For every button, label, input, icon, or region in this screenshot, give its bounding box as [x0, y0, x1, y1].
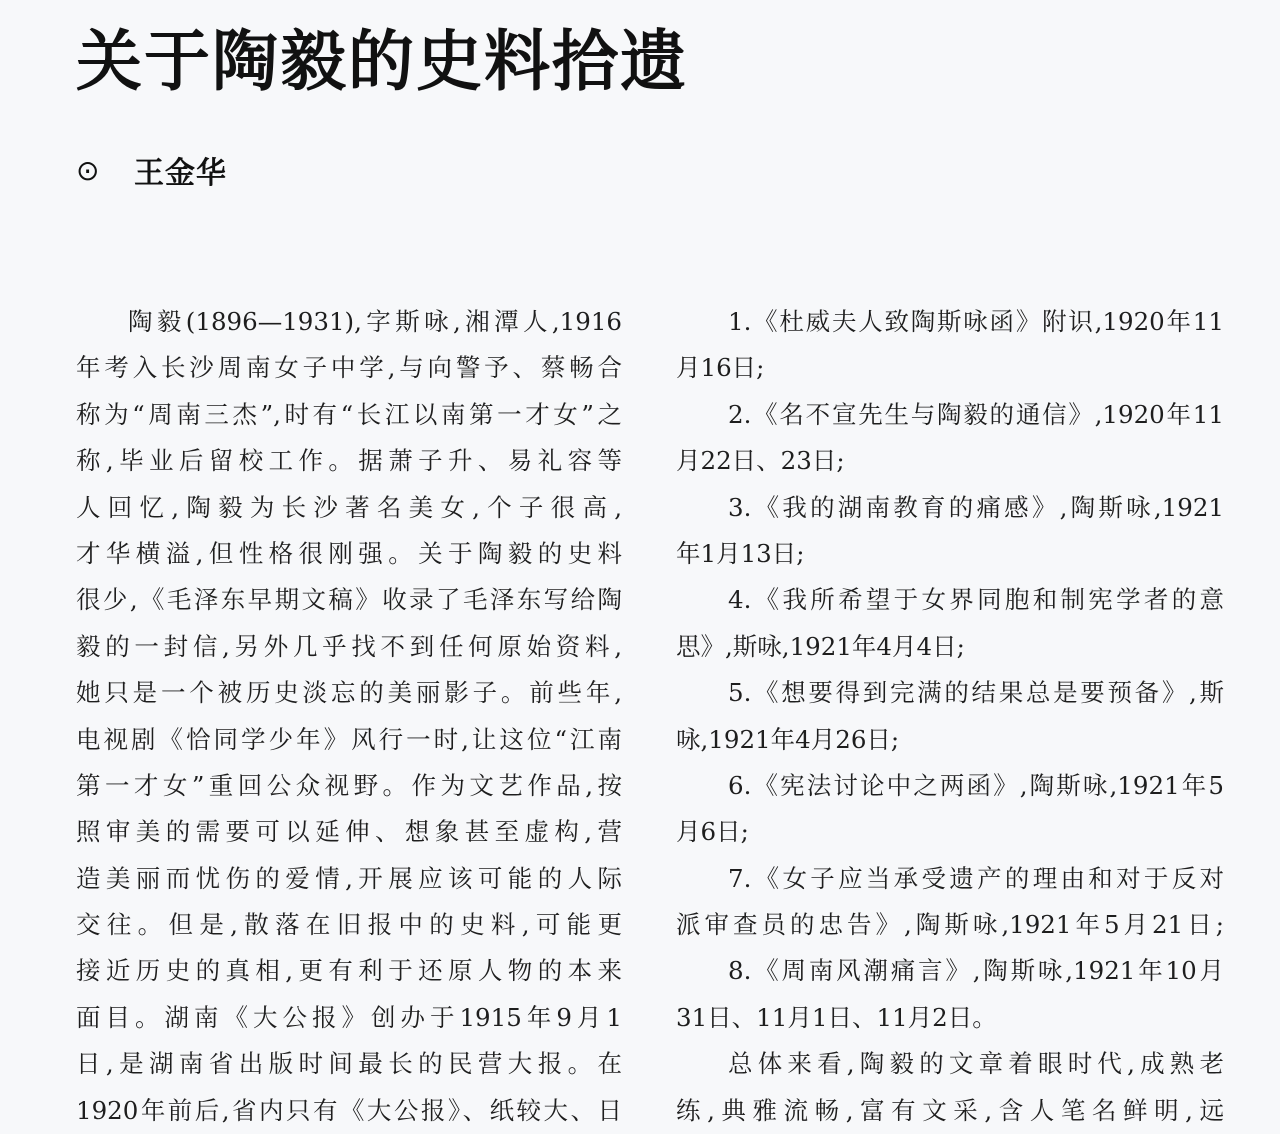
text-line: 照审美的需要可以延伸、想象甚至虚构,营 — [76, 817, 622, 847]
text-line: 接近历史的真相,更有利于还原人物的本来 — [76, 956, 622, 986]
list-item-line: 月6日; — [676, 817, 749, 847]
list-item-line: 5.《想要得到完满的结果总是要预备》,斯 — [728, 678, 1224, 708]
text-line: 年考入长沙周南女子中学,与向警予、蔡畅合 — [76, 353, 622, 383]
text-line: 称,毕业后留校工作。据萧子升、易礼容等 — [76, 446, 622, 476]
list-item-line: 月16日; — [676, 353, 765, 383]
text-line: 才华横溢,但性格很刚强。关于陶毅的史料 — [76, 538, 622, 568]
text-line: 交往。但是,散落在旧报中的史料,可能更 — [76, 910, 622, 940]
list-item-line: 咏,1921年4月26日; — [676, 724, 900, 754]
text-line: 第一才女”重回公众视野。作为文艺作品,按 — [76, 770, 622, 800]
text-line: 造美丽而忧伤的爱情,开展应该可能的人际 — [76, 863, 622, 893]
list-item-line: 思》,斯咏,1921年4月4日; — [676, 631, 965, 661]
list-item-line: 派审查员的忠告》,陶斯咏,1921年5月21日; — [676, 910, 1224, 940]
right-text-column — [676, 299, 1224, 1134]
list-item-line: 7.《女子应当承受遗产的理由和对于反对 — [728, 863, 1224, 893]
list-item-line: 31日、11月1日、11月2日。 — [676, 1002, 997, 1032]
text-line: 日,是湖南省出版时间最长的民营大报。在 — [76, 1049, 622, 1079]
text-line: 毅的一封信,另外几乎找不到任何原始资料, — [76, 631, 622, 661]
text-line: 很少,《毛泽东早期文稿》收录了毛泽东写给陶 — [76, 585, 622, 615]
author-name: 王金华 — [134, 156, 227, 191]
list-item-line: 3.《我的湖南教育的痛感》,陶斯咏,1921 — [728, 492, 1224, 522]
text-line: 她只是一个被历史淡忘的美丽影子。前些年, — [76, 678, 622, 708]
text-line: 陶毅(1896—1931),字斯咏,湘潭人,1916 — [128, 307, 622, 336]
text-line: 1920年前后,省内只有《大公报》、纸较大、日 — [76, 1095, 622, 1125]
text-line: 总体来看,陶毅的文章着眼时代,成熟老 — [728, 1049, 1224, 1079]
list-item-line: 2.《名不宣先生与陶毅的通信》,1920年11 — [728, 399, 1224, 429]
left-text-column — [76, 299, 622, 1134]
list-item-line: 年1月13日; — [676, 538, 805, 568]
text-line: 面目。湖南《大公报》创办于1915年9月1 — [76, 1002, 622, 1032]
list-item-line: 6.《宪法讨论中之两函》,陶斯咏,1921年5 — [728, 770, 1224, 800]
text-line: 电视剧《恰同学少年》风行一时,让这位“江南 — [76, 724, 622, 754]
list-item-line: 8.《周南风潮痛言》,陶斯咏,1921年10月 — [728, 956, 1224, 986]
article-title: 关于陶毅的史料拾遗 — [76, 23, 688, 100]
byline-bullet-icon: ⊙ — [76, 153, 100, 187]
byline — [76, 148, 227, 192]
list-item-line: 1.《杜威夫人致陶斯咏函》附识,1920年11 — [728, 307, 1224, 336]
list-item-line: 4.《我所希望于女界同胞和制宪学者的意 — [728, 585, 1224, 615]
text-line: 练,典雅流畅,富有文采,含人笔名鲜明,远 — [676, 1095, 1224, 1125]
list-item-line: 月22日、23日; — [676, 446, 845, 476]
text-line: 人回忆,陶毅为长沙著名美女,个子很高, — [76, 492, 622, 522]
text-line: 称为“周南三杰”,时有“长江以南第一才女”之 — [76, 399, 622, 429]
